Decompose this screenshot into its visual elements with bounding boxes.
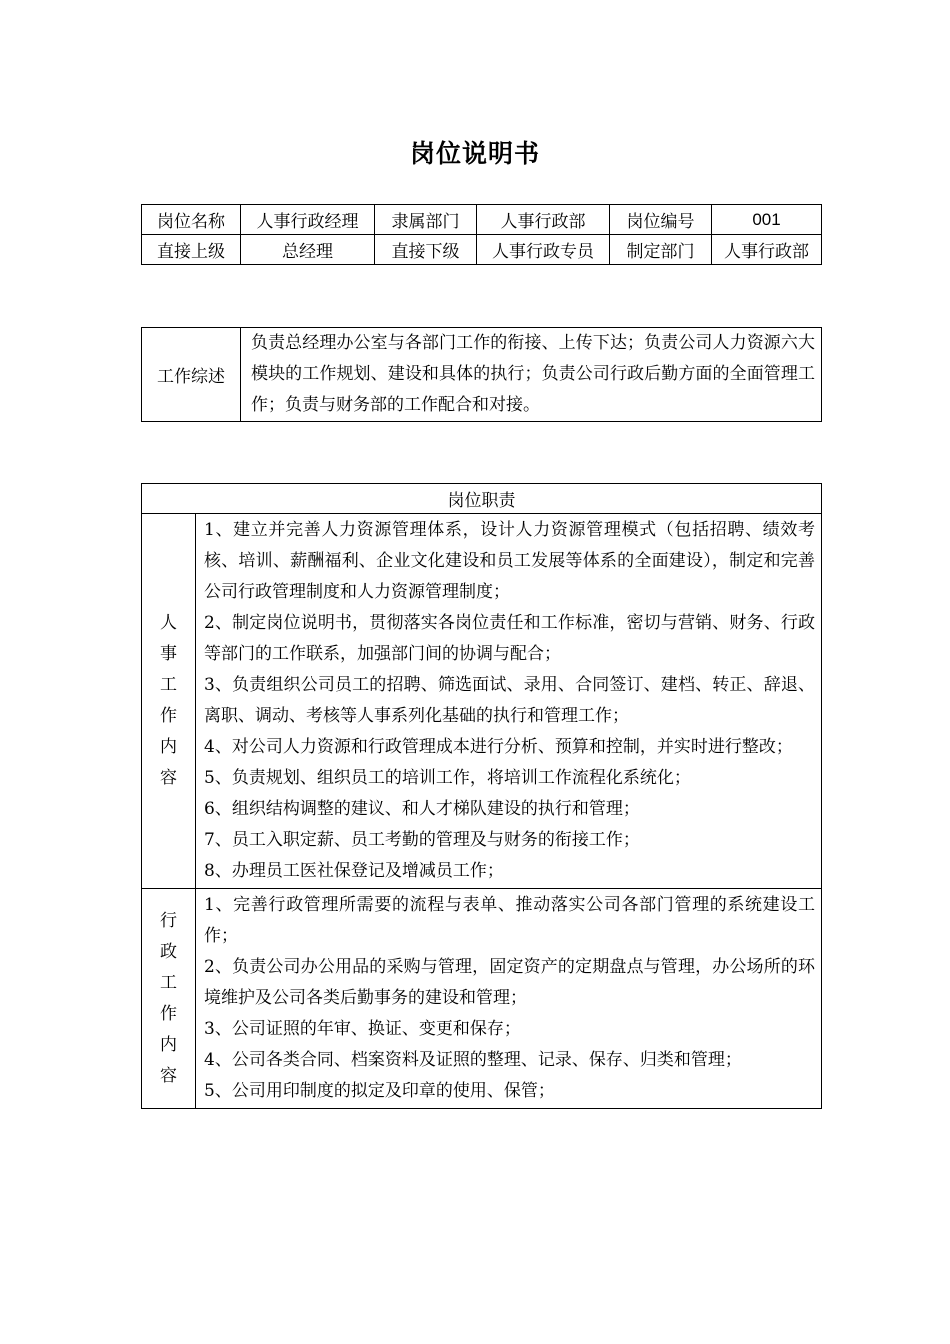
hr-duty-item: 3、负责组织公司员工的招聘、筛选面试、录用、合同签订、建档、转正、辞退、离职、调动、考核等人事系列化基础的执行和管理工作；: [204, 675, 815, 726]
admin-label-char: 行: [160, 910, 177, 931]
hr-label-char: 内: [160, 737, 177, 757]
page-title: 岗位说明书: [409, 139, 540, 168]
admin-label-char: 内: [160, 1034, 177, 1055]
admin-duty-item: 4、公司各类合同、档案资料及证照的整理、记录、保存、归类和管理；: [204, 1050, 742, 1070]
info-row-1: [142, 205, 822, 235]
admin-duties-content: [196, 889, 822, 1109]
hr-duty-item: 2、制定岗位说明书，贯彻落实各岗位责任和工作标准，密切与营销、财务、行政等部门的工作联系，加强部门间的协调与配合；: [204, 613, 815, 664]
defining-department-label: 制定部门: [610, 235, 712, 265]
hr-duty-item: 4、对公司人力资源和行政管理成本进行分析、预算和控制，并实时进行整改；: [204, 737, 793, 757]
admin-label-char: 作: [160, 1003, 177, 1024]
hr-duties-label: [142, 514, 196, 889]
duties-header: 岗位职责: [142, 484, 822, 514]
direct-superior-value: 总经理: [241, 235, 375, 265]
admin-duty-item: 5、公司用印制度的拟定及印章的使用、保管；: [204, 1081, 555, 1101]
admin-duty-item: 1、完善行政管理所需要的流程与表单、推动落实公司各部门管理的系统建设工作；: [204, 895, 815, 946]
hr-duties-row: [142, 514, 822, 889]
position-info-table: [141, 204, 822, 265]
hr-label-char: 工: [160, 675, 177, 695]
hr-duty-item: 5、负责规划、组织员工的培训工作，将培训工作流程化系统化；: [204, 768, 691, 788]
hr-label-char: 事: [160, 644, 177, 664]
defining-department-value: 人事行政部: [712, 235, 822, 265]
admin-duties-label: [142, 889, 196, 1109]
hr-duties-content: [196, 514, 822, 889]
department-value: 人事行政部: [477, 205, 610, 235]
admin-duty-item: 3、公司证照的年审、换证、变更和保存；: [204, 1019, 521, 1039]
info-row-2: [142, 235, 822, 265]
admin-label-char: 工: [160, 972, 177, 993]
direct-subordinate-label: 直接下级: [375, 235, 477, 265]
admin-label-char: 政: [160, 941, 177, 962]
admin-duties-row: [142, 889, 822, 1109]
position-number-label: 岗位编号: [610, 205, 712, 235]
hr-label-char: 人: [160, 613, 177, 633]
work-summary-label: 工作综述: [142, 328, 241, 422]
work-summary-text: 负责总经理办公室与各部门工作的衔接、上传下达；负责公司人力资源六大模块的工作规划、建设和具体的执行；负责公司行政后勤方面的全面管理工作；负责与财务部的工作配合和对接。: [241, 328, 822, 422]
position-name-value: 人事行政经理: [241, 205, 375, 235]
hr-duty-item: 6、组织结构调整的建议、和人才梯队建设的执行和管理；: [204, 799, 640, 819]
admin-label-char: 容: [160, 1065, 177, 1086]
duties-table: [141, 483, 822, 1109]
hr-label-char: 容: [160, 768, 177, 788]
hr-duty-item: 8、办理员工医社保登记及增减员工作；: [204, 861, 504, 881]
work-summary-table: [141, 327, 822, 422]
position-name-label: 岗位名称: [142, 205, 241, 235]
direct-subordinate-value: 人事行政专员: [477, 235, 610, 265]
hr-duty-item: 7、员工入职定薪、员工考勤的管理及与财务的衔接工作；: [204, 830, 640, 850]
direct-superior-label: 直接上级: [142, 235, 241, 265]
hr-duty-item: 1、建立并完善人力资源管理体系，设计人力资源管理模式（包括招聘、绩效考核、培训、薪酬福利、企业文化建设和员工发展等体系的全面建设），制定和完善公司行政管理制度和人力资源管理制度；: [204, 520, 815, 602]
department-label: 隶属部门: [375, 205, 477, 235]
position-number-value: 001: [712, 205, 822, 235]
admin-duty-item: 2、负责公司办公用品的采购与管理，固定资产的定期盘点与管理，办公场所的环境维护及公司各类后勤事务的建设和管理；: [204, 957, 815, 1008]
hr-label-char: 作: [160, 706, 177, 726]
